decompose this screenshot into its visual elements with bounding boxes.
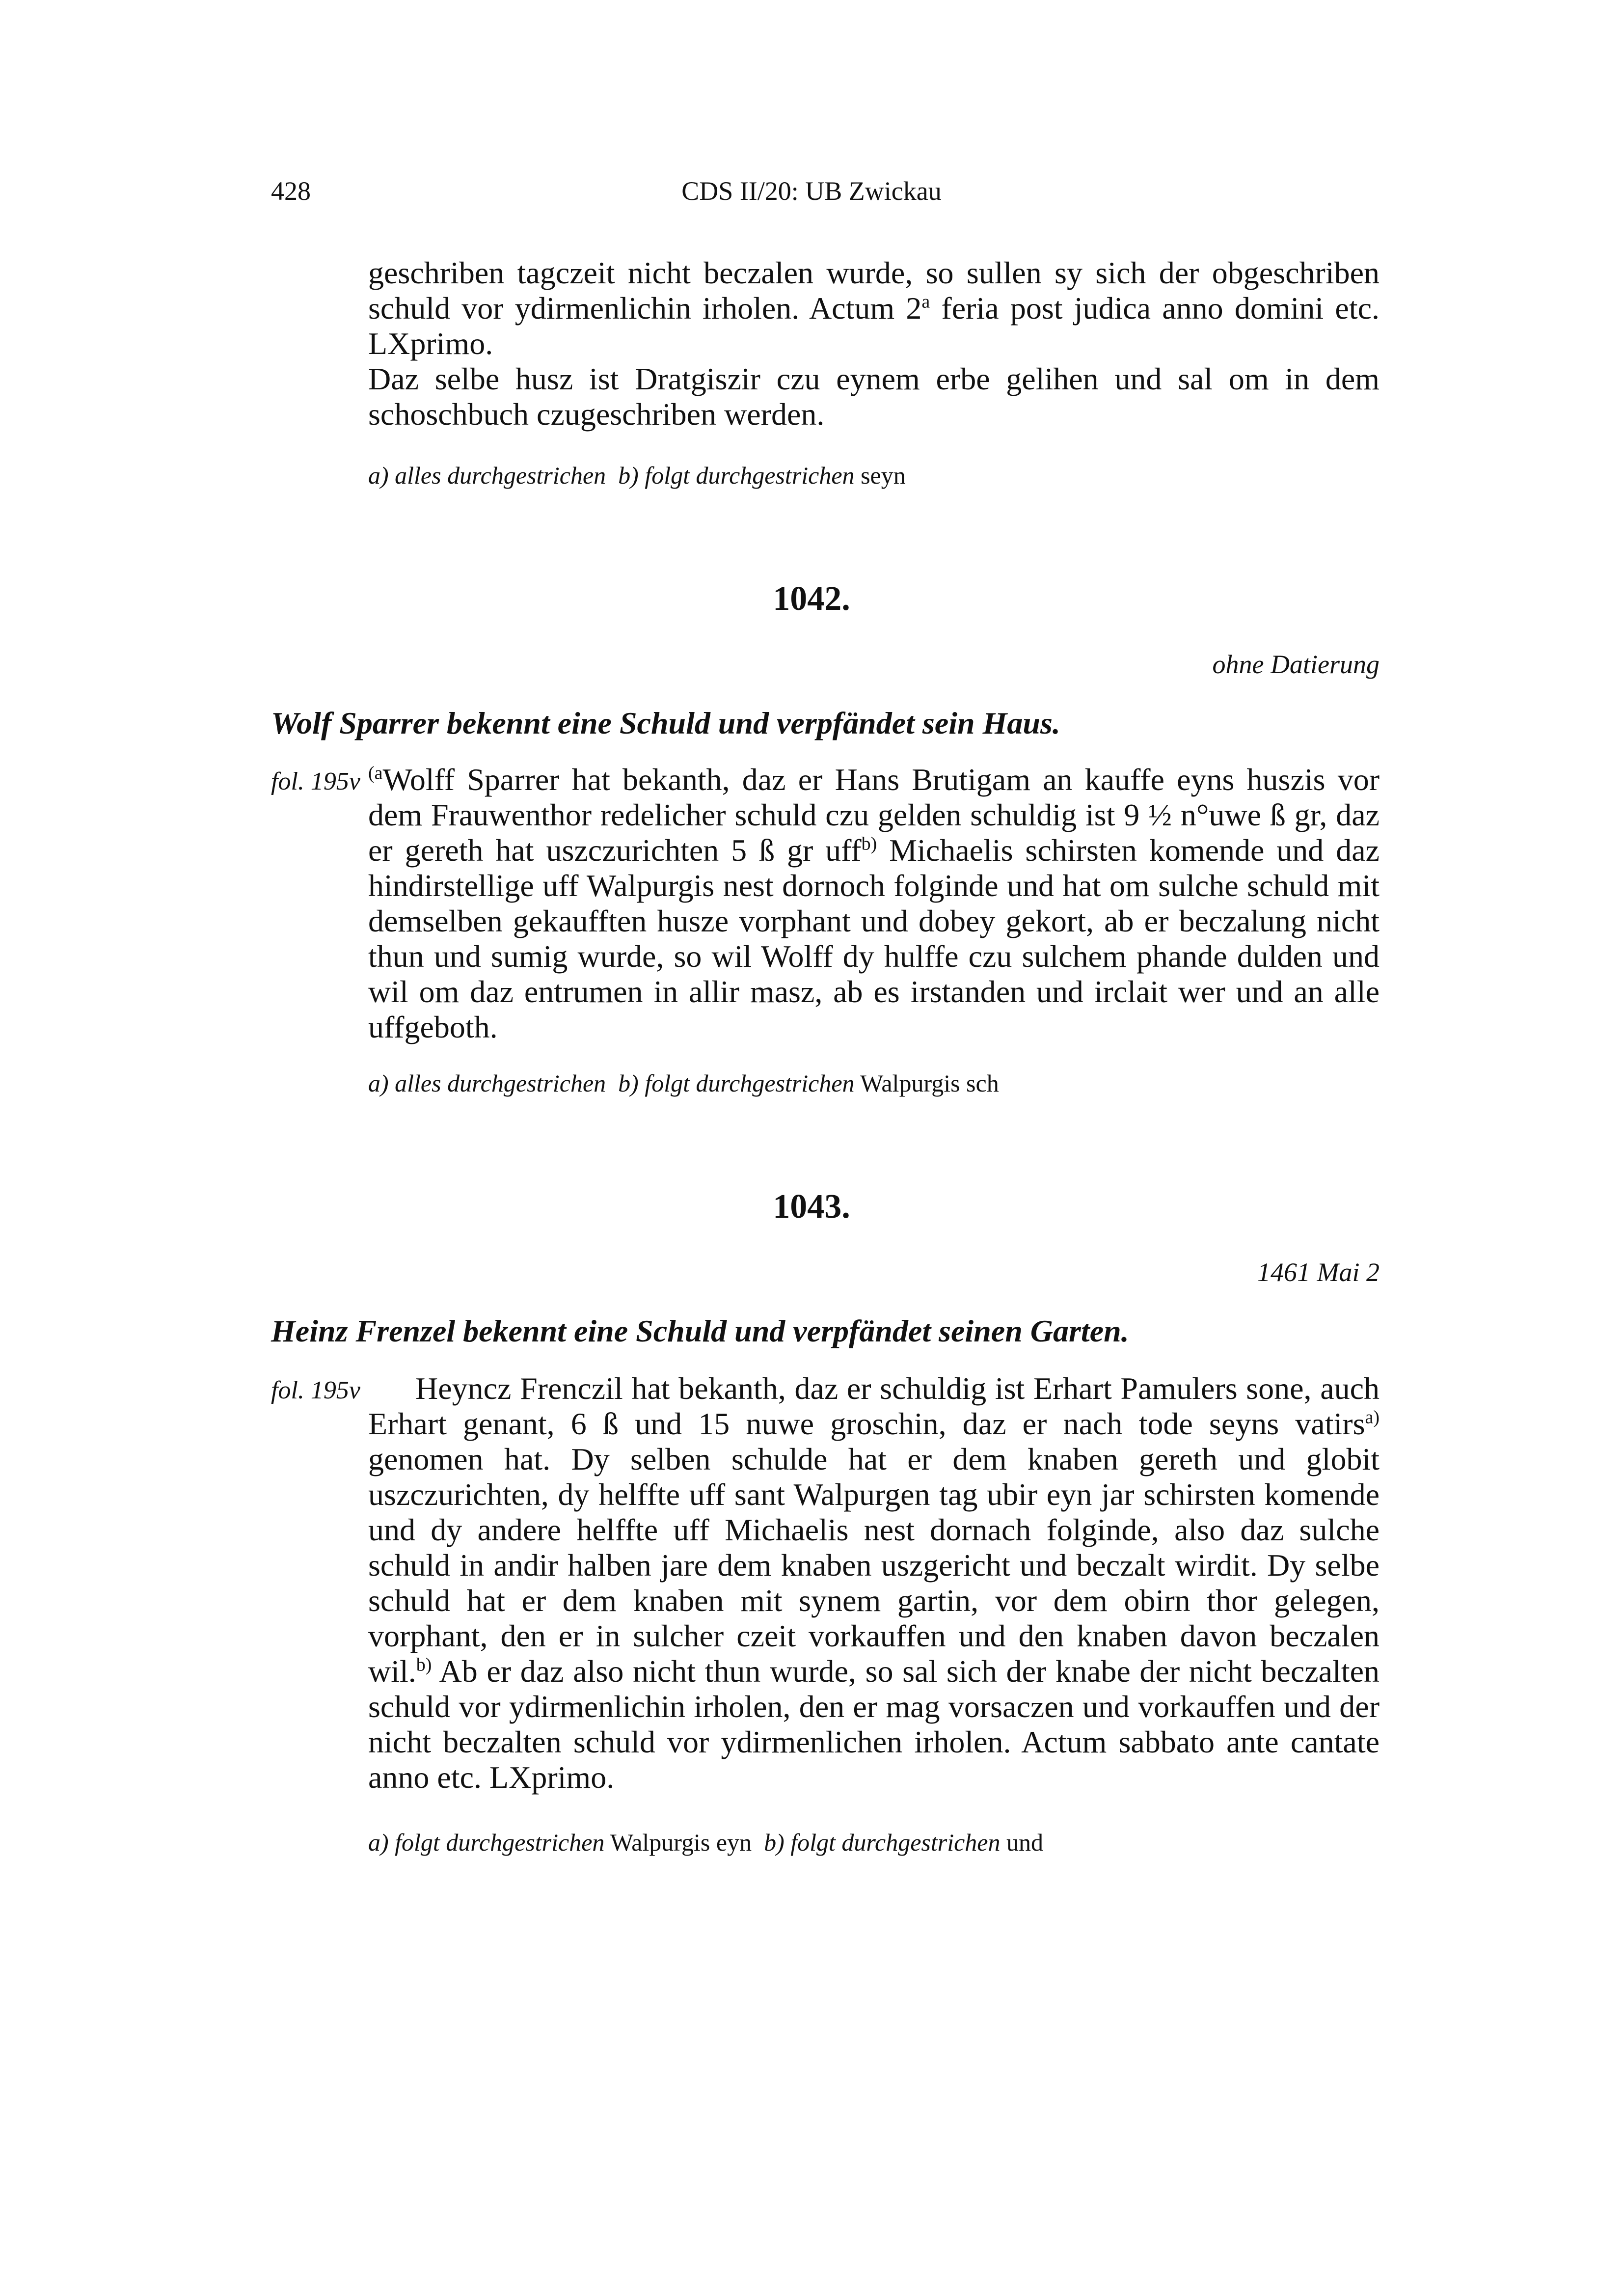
footnote-a: a) alles durchgestrichen xyxy=(368,462,606,489)
entry-1041-footnotes xyxy=(368,461,1380,490)
entry-1043-regest: Heinz Frenzel bekennt eine Schuld und verpfändet seinen Garten. xyxy=(271,1313,1129,1348)
footnote-b-text: und xyxy=(1006,1829,1043,1856)
entry-1042-paragraph: $^{(a}$Wolff Sparrer hat bekanth, daz er Hans Brutigam an kauffe eyns huszis vor dem Frauwenthor redelicher schuld czu gelden schuldig ist 9 ½ n°uwe ß gr, daz er gereth hat uszczurichten 5 ß gr uff$^{b)}$ Michaelis schirsten komende und daz hindirstellige uff Walpurgis nest dornoch folginde und hat om sulche schuld mit demselben gekaufften husze vorphant und dobey gekort, ab er beczalung nicht thun und sumig wurde, so wil Wolff dy hulffe czu sulchem phande dulden und wil om daz entrumen in allir masz, ab es irstanden und irclait wer und an alle uffgeboth. xyxy=(368,762,1380,1044)
footnote-a: a) alles durchgestrichen xyxy=(368,1069,606,1097)
entry-1042-footnotes xyxy=(368,1068,1380,1098)
entry-1041-paragraph-2: Daz selbe husz ist Dratgiszir czu eynem erbe gelihen und sal om in dem schoschbuch czugeschriben werden. xyxy=(368,361,1380,432)
footnote-ref: a) xyxy=(1365,1407,1380,1428)
footnote-b-text: seyn xyxy=(861,462,906,489)
footnote-ref: (a xyxy=(368,763,383,784)
footnote-ref: b) xyxy=(416,1654,432,1675)
entry-1043-text xyxy=(368,1371,1380,1795)
entry-1042-folio: fol. 195v xyxy=(271,767,360,795)
page-number: 428 xyxy=(271,176,311,206)
footnote-a-label: a) folgt durchgestrichen xyxy=(368,1829,605,1856)
footnote-b-label: b) folgt durchgestrichen xyxy=(618,462,855,489)
entry-1043-folio: fol. 195v xyxy=(271,1376,360,1404)
entry-number-1042: 1042. xyxy=(773,580,850,618)
footnote-ref: b) xyxy=(861,833,877,854)
entry-1041-paragraph-1: geschriben tagczeit nicht beczalen wurde, so sullen sy sich der obgeschriben schuld vor ydirmenlichin irholen. Actum 2$^a$ feria post judica anno domini etc. LXprimo. xyxy=(368,255,1380,361)
footnote-a-text: Walpurgis eyn xyxy=(610,1829,752,1856)
footnote-b-label: b) folgt durchgestrichen xyxy=(618,1069,855,1097)
footnote-b-text: Walpurgis sch xyxy=(860,1069,999,1097)
entry-1041-text xyxy=(368,255,1380,432)
entry-1042-date: ohne Datierung xyxy=(1212,650,1380,679)
running-title: CDS II/20: UB Zwickau xyxy=(681,176,942,206)
entry-1043-footnotes xyxy=(368,1828,1380,1857)
entry-1043-paragraph: Heyncz Frenczil hat bekanth, daz er schuldig ist Erhart Pamulers sone, auch Erhart genant, 6 ß und 15 nuwe groschin, daz er nach tode seyns vatirs$^{a)}$ genomen hat. Dy selben schulde hat er dem knaben gereth und globit uszczurichten, dy helffte uff sant Walpurgen tag ubir eyn jar schirsten komende und dy andere helffte uff Michaelis nest dornach folginde, also daz sulche schuld in andir halben jare dem knaben uszgericht und beczalt wirdit. Dy selbe schuld hat er dem knaben mit synem gartin, vor dem obirn thor gelegen, vorphant, den er in sulcher czeit vorkauffen und den knaben davon beczalen wil.$^{b)}$ Ab er daz also nicht thun wurde, so sal sich der knabe der nicht beczalten schuld vor ydirmenlichin irholen, den er mag vorsaczen und vorkauffen und der nicht beczalten schuld vor ydirmenlichen irholen. Actum sabbato ante cantate anno etc. LXprimo. xyxy=(368,1371,1380,1795)
entry-1043-date: 1461 Mai 2 xyxy=(1257,1257,1380,1287)
entry-1042-text xyxy=(368,762,1380,1045)
footnote-ref: a xyxy=(921,291,930,312)
entry-1042-regest: Wolf Sparrer bekennt eine Schuld und verpfändet sein Haus. xyxy=(271,706,1060,740)
entry-number-1043: 1043. xyxy=(773,1188,850,1226)
footnote-b-label: b) folgt durchgestrichen xyxy=(764,1829,1001,1856)
